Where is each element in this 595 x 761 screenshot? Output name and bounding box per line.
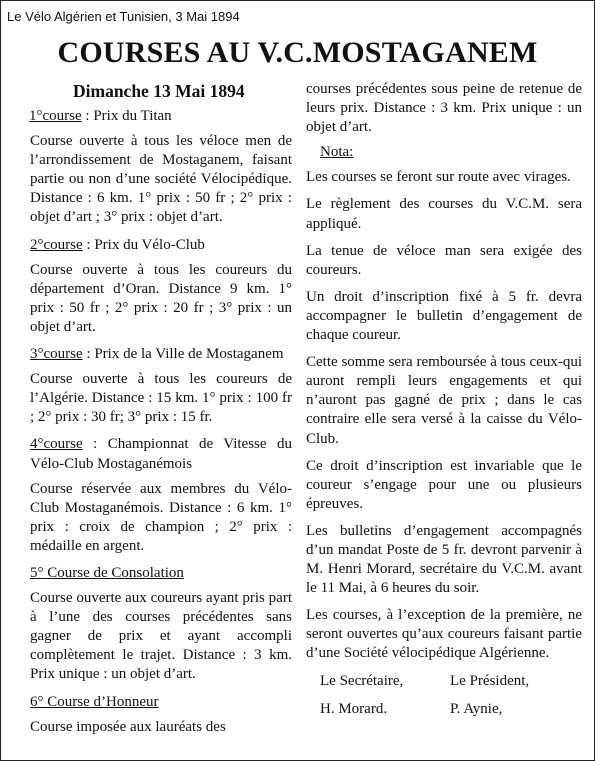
nota-paragraph-2: Le règlement des courses du V.C.M. sera appliqué. — [306, 196, 582, 232]
nota-paragraph-8: Les courses, à l’exception de la première, ne seront ouvertes qu’aux coureurs faisant partie d’une Société vélocipédique Algérienne. — [306, 607, 582, 662]
race-text-6: Course imposée aux lauréats des — [30, 718, 226, 735]
race-heading-5: 5° Course de Consolation — [30, 564, 184, 581]
right-column — [306, 80, 582, 728]
nota-paragraph-5: Cette somme sera remboursée à tous ceux-qui auront rempli leurs engagements et qui n’auront pas gagné de prix ; dans le cas contraire elle sera versé à la caisse du Vélo-Club. — [306, 354, 582, 447]
race-heading-2 — [30, 236, 292, 255]
race-name-4: : Championnat de Vitesse du Vélo-Club Mostaganémois — [30, 436, 292, 472]
race-heading-6: 6° Course d’Honneur — [30, 693, 159, 710]
race-name-2: : Prix du Vélo-Club — [82, 236, 205, 253]
secretary-name: H. Morard. — [320, 700, 388, 717]
race-heading-4 — [30, 435, 292, 473]
nota-paragraph-3: La tenue de véloce man sera exigée des coureurs. — [306, 242, 582, 278]
race-label-4: 4°course — [30, 436, 83, 453]
nota-paragraph-7: Les bulletins d’engagement accompagnés d’un mandat Poste de 5 fr. devront parvenir à M. Henri Morard, secrétaire du V.C.M. avant le 11 Mai, à 6 heures du soir. — [306, 522, 582, 597]
race-text-1: Course ouverte à tous les véloce men de l’arrondissement de Mostaganem, faisant partie ou non d’une société Vélocipédique. Distance : 6 km. 1° prix : 50 fr ; 2° prix : objet d’art ; 3° prix : objet d’art. — [30, 133, 292, 226]
left-column — [30, 107, 292, 745]
race-heading-1 — [29, 107, 292, 126]
event-date: Dimanche 13 Mai 1894 — [73, 81, 245, 101]
source-line: Le Vélo Algérien et Tunisien, 3 Mai 1894 — [7, 9, 240, 24]
signature-titles — [306, 672, 582, 691]
nota-heading: Nota: — [320, 144, 354, 161]
race-text-5: Course ouverte aux coureurs ayant pris part à l’une des courses précédentes sans gagner de prix et ayant accompli complètement le trajet. Distance : 3 km. Prix unique : un objet d’art. — [30, 590, 292, 683]
race-label-2: 2°course — [30, 236, 83, 253]
race-text-3: Course ouverte à tous les coureurs de l’Algérie. Distance : 15 km. 1° prix : 100 fr ; 2° prix : 30 fr; 3° prix : 15 fr. — [30, 371, 292, 426]
nota-paragraph-6: Ce droit d’inscription est invariable que le coureur s’engage pour une ou plusieurs épreuves. — [306, 457, 582, 512]
secretary-title: Le Secrétaire, — [320, 672, 404, 689]
race-name-1: : Prix du Titan — [81, 108, 172, 124]
race-text-6-continued: courses précédentes sous peine de retenue de leurs prix. Distance : 3 km. Prix unique : un objet d’art. — [306, 81, 582, 136]
nota-paragraph-1: Les courses se feront sur route avec virages. — [306, 169, 571, 186]
signature-names — [306, 700, 582, 719]
race-heading-3 — [30, 345, 292, 364]
race-label-1: 1°course — [29, 108, 82, 124]
president-title: Le Président, — [450, 672, 530, 689]
race-name-3: : Prix de la Ville de Mostaganem — [82, 346, 284, 363]
race-label-3: 3°course — [30, 346, 83, 363]
nota-paragraph-4: Un droit d’inscription fixé à 5 fr. devra accompagner le bulletin d’engagement de chaque coureur. — [306, 288, 582, 344]
race-text-4: Course réservée aux membres du Vélo-Club Mostaganémois. Distance : 6 km. 1° prix : croix de champion ; 2° prix : médaille en argent. — [30, 480, 292, 554]
president-name: P. Aynie, — [450, 700, 503, 717]
page-title: COURSES AU V.C.MOSTAGANEM — [57, 36, 538, 69]
race-text-2: Course ouverte à tous les coureurs du département d’Oran. Distance 9 km. 1° prix : 50 fr ; 2° prix : 20 fr ; 3° prix : un objet d’art. — [30, 261, 292, 335]
